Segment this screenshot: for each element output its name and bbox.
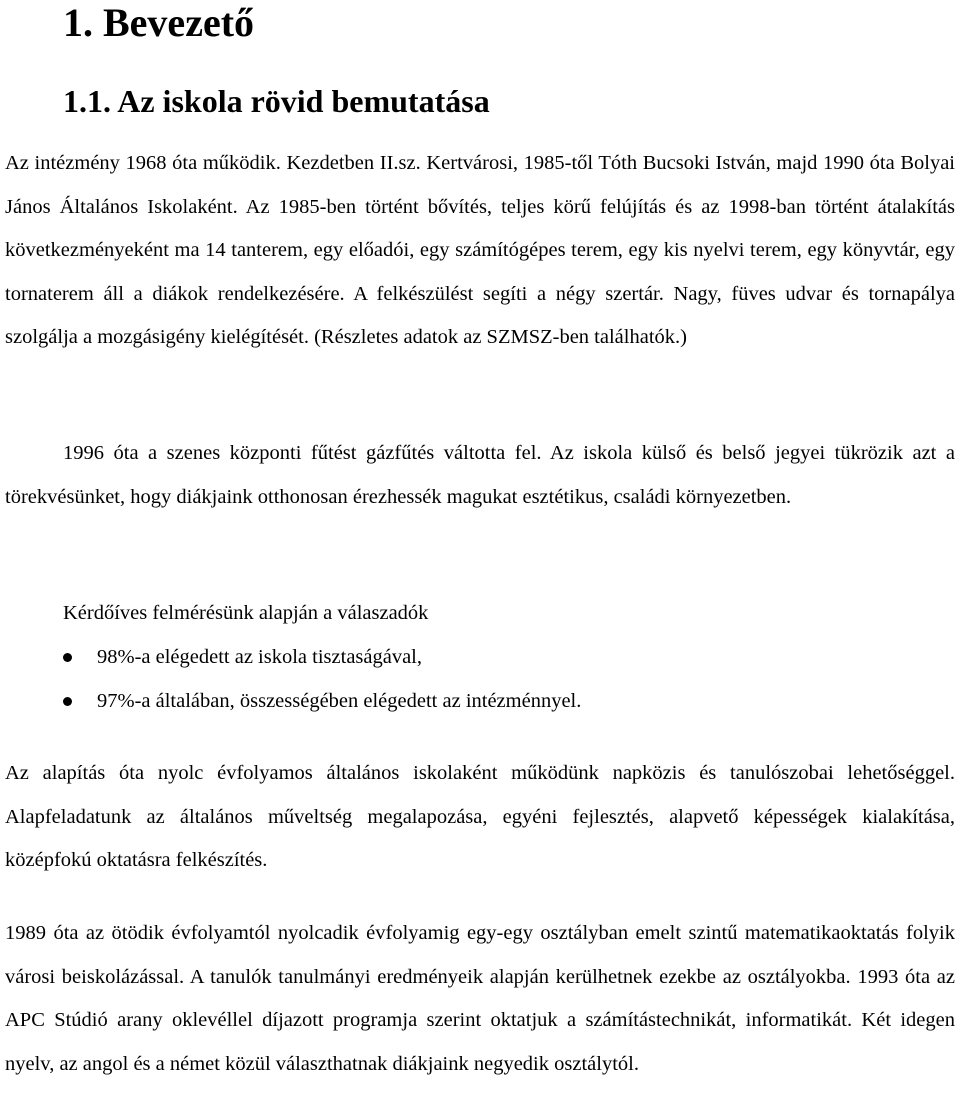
bullet-icon — [63, 697, 72, 706]
list-item-text: 98%-a elégedett az iskola tisztaságával, — [97, 646, 423, 668]
bullet-icon — [63, 653, 72, 662]
paragraph-mission: Az alapítás óta nyolc évfolyamos általános iskolaként működünk napközis és tanulószobai lehetőséggel. Alapfeladatunk az általános műveltség megalapozása, egyéni fejlesztés, alapvető képességek kialakítása, középfokú oktatásra felkészítés. — [5, 762, 955, 872]
survey-bullet-list — [5, 636, 955, 723]
section-heading: 1.1. Az iskola rövid bemutatása — [63, 83, 490, 119]
list-item — [5, 636, 955, 680]
list-item — [5, 680, 955, 724]
paragraph-history: Az intézmény 1968 óta működik. Kezdetben II.sz. Kertvárosi, 1985-től Tóth Bucsoki István, majd 1990 óta Bolyai János Általános Iskolaként. Az 1985-ben történt bővítés, teljes körű felújítás és az 1998-ban történt átalakítás következményeként ma 14 tanterem, egy előadói, egy számítógépes terem, egy kis nyelvi terem, egy könyvtár, egy tornaterem áll a diákok rendelkezésére. A felkészülést segíti a négy szertár. Nagy, füves udvar és tornapálya szolgálja a mozgásigény kielégítését. (Részletes adatok az SZMSZ-ben találhatók.) — [5, 152, 955, 349]
chapter-heading: 1. Bevezető — [63, 0, 255, 45]
list-item-text: 97%-a általában, összességében elégedett az intézménnyel. — [97, 689, 582, 712]
paragraph-survey-intro: Kérdőíves felmérésünk alapján a válaszadók — [63, 602, 429, 624]
paragraph-programs: 1989 óta az ötödik évfolyamtól nyolcadik évfolyamig egy-egy osztályban emelt szintű matematikaoktatás folyik városi beiskolázással. A tanulók tanulmányi eredményeik alapján kerülhetnek ezekbe az osztályokba. 1993 óta az APC Stúdió arany oklevéllel díjazott programja szerint oktatjuk a számítástechnikát, informatikát. Két idegen nyelv, az angol és a német közül választhatnak diákjaink negyedik osztálytól. — [5, 922, 955, 1075]
paragraph-heating: 1996 óta a szenes központi fűtést gázfűtés váltotta fel. Az iskola külső és belső jegyei tükrözik azt a törekvésünket, hogy diákjaink otthonosan érezhessék magukat esztétikus, családi környezetben. — [5, 442, 955, 508]
